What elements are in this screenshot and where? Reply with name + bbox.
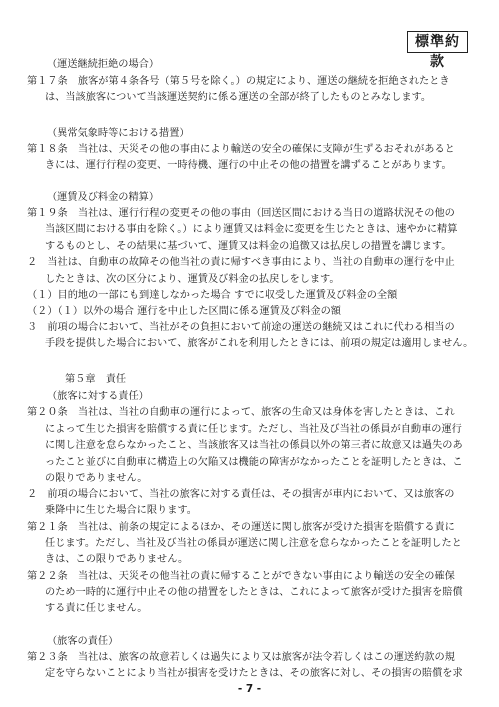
text-line: 定を守らないことにより当社が損害を受けたときは、その旅客に対し、その損害の賠償を求 <box>45 668 463 679</box>
text-line: 第１９条 当社は、運行行程の変更その他の事由（回送区間における当日の道路状況その他の <box>27 208 455 219</box>
text-line: ２ 当社は、自動車の故障その他当社の責に帰すべき事由により、当社の自動車の運行を中止 <box>27 257 455 268</box>
section-heading-transport-refusal: （運送継続拒絶の場合） <box>47 59 160 70</box>
text-line: 第２１条 当社は、前条の規定によるほか、その運送に関し旅客が受けた損害を賠償する責に <box>27 522 455 533</box>
text-line: きは、この限りでありません。 <box>45 554 189 565</box>
text-line: 第２３条 当社は、旅客の故意若しくは過失により又は旅客が法令若しくはこの運送約款の規 <box>27 652 455 663</box>
section-heading-passenger-liability: （旅客に対する責任） <box>47 391 149 402</box>
text-line: したときは、次の区分により、運賃及び料金の払戻しをします。 <box>45 274 340 285</box>
page-number: - 7 - <box>237 683 262 695</box>
text-line: のため一時的に運行中止その他の措置をしたときは、これによって旅客が受けた損害を賠償 <box>45 587 463 598</box>
standard-terms-badge: 標準約款 <box>407 31 468 53</box>
text-line: 任じます。ただし、当社及び当社の係員が運送に関し注意を怠らなかったことを証明したと <box>45 538 462 549</box>
text-line: する責に任じません。 <box>45 603 148 614</box>
section-heading-abnormal-weather: （異常気象時等における措置） <box>47 128 190 139</box>
section-heading-passenger-responsibility: （旅客の責任） <box>47 636 119 647</box>
text-line: 乗降中に生じた場合に限ります。 <box>45 505 197 516</box>
text-line: きには、運行行程の変更、一時待機、運行の中止その他の措置を講ずることがあります。 <box>45 160 452 171</box>
text-line: 第１７条 旅客が第４条各号（第５号を除く。）の規定により、運送の継続を拒絶されたとき <box>27 76 450 87</box>
text-line: 第２２条 当社は、天災その他当社の責に帰することができない事由により輸送の安全の確保 <box>27 571 455 582</box>
text-line: ３ 前項の場合において、当社がその負担において前途の運送の継続又はこれに代わる相当の <box>27 322 455 333</box>
text-line: ２ 前項の場合において、当社の旅客に対する責任は、その損害が車内において、又は旅客の <box>27 489 455 500</box>
text-line: 当該区間における事由を除く。）により運賃又は料金に変更を生じたときは、速やかに精算 <box>45 224 458 235</box>
text-line: 第１８条 当社は、天災その他の事由により輸送の安全の確保に支障が生ずるおそれがあると <box>27 144 455 155</box>
text-line: によって生じた損害を賠償する責に任じます。ただし、当社及び当社の係員が自動車の運行 <box>45 424 462 435</box>
text-line: は、当該旅客について当該運送契約に係る運送の全部が終了したものとみなします。 <box>45 92 432 103</box>
text-line: （２）（１）以外の場合 運行を中止した区間に係る運賃及び料金の額 <box>27 306 341 317</box>
text-line: するものとし、その結果に基づいて、運賃又は料金の追徴又は払戻しの措置を講じます。 <box>45 241 452 252</box>
text-line: の限りでありません。 <box>45 473 148 484</box>
section-heading-fare-settlement: （運賃及び料金の精算） <box>47 192 160 203</box>
text-line: 手段を提供した場合において、旅客がこれを利用したときには、前項の規定は適用しません。 <box>45 338 474 349</box>
text-line: に関し注意を怠らなかったこと、当該旅客又は当社の係員以外の第三者に故意又は過失のあ <box>45 440 463 451</box>
chapter-heading-responsibility: 第５章 責任 <box>65 374 127 385</box>
text-line: （１）目的地の一部にも到達しなかった場合 すでに収受した運賃及び料金の全額 <box>27 290 398 301</box>
text-line: ったこと並びに自動車に構造上の欠陥又は機能の障害がなかったことを証明したときは、こ <box>45 457 463 468</box>
text-line: 第２０条 当社は、当社の自動車の運行によって、旅客の生命又は身体を害したときは、これ <box>27 407 455 418</box>
